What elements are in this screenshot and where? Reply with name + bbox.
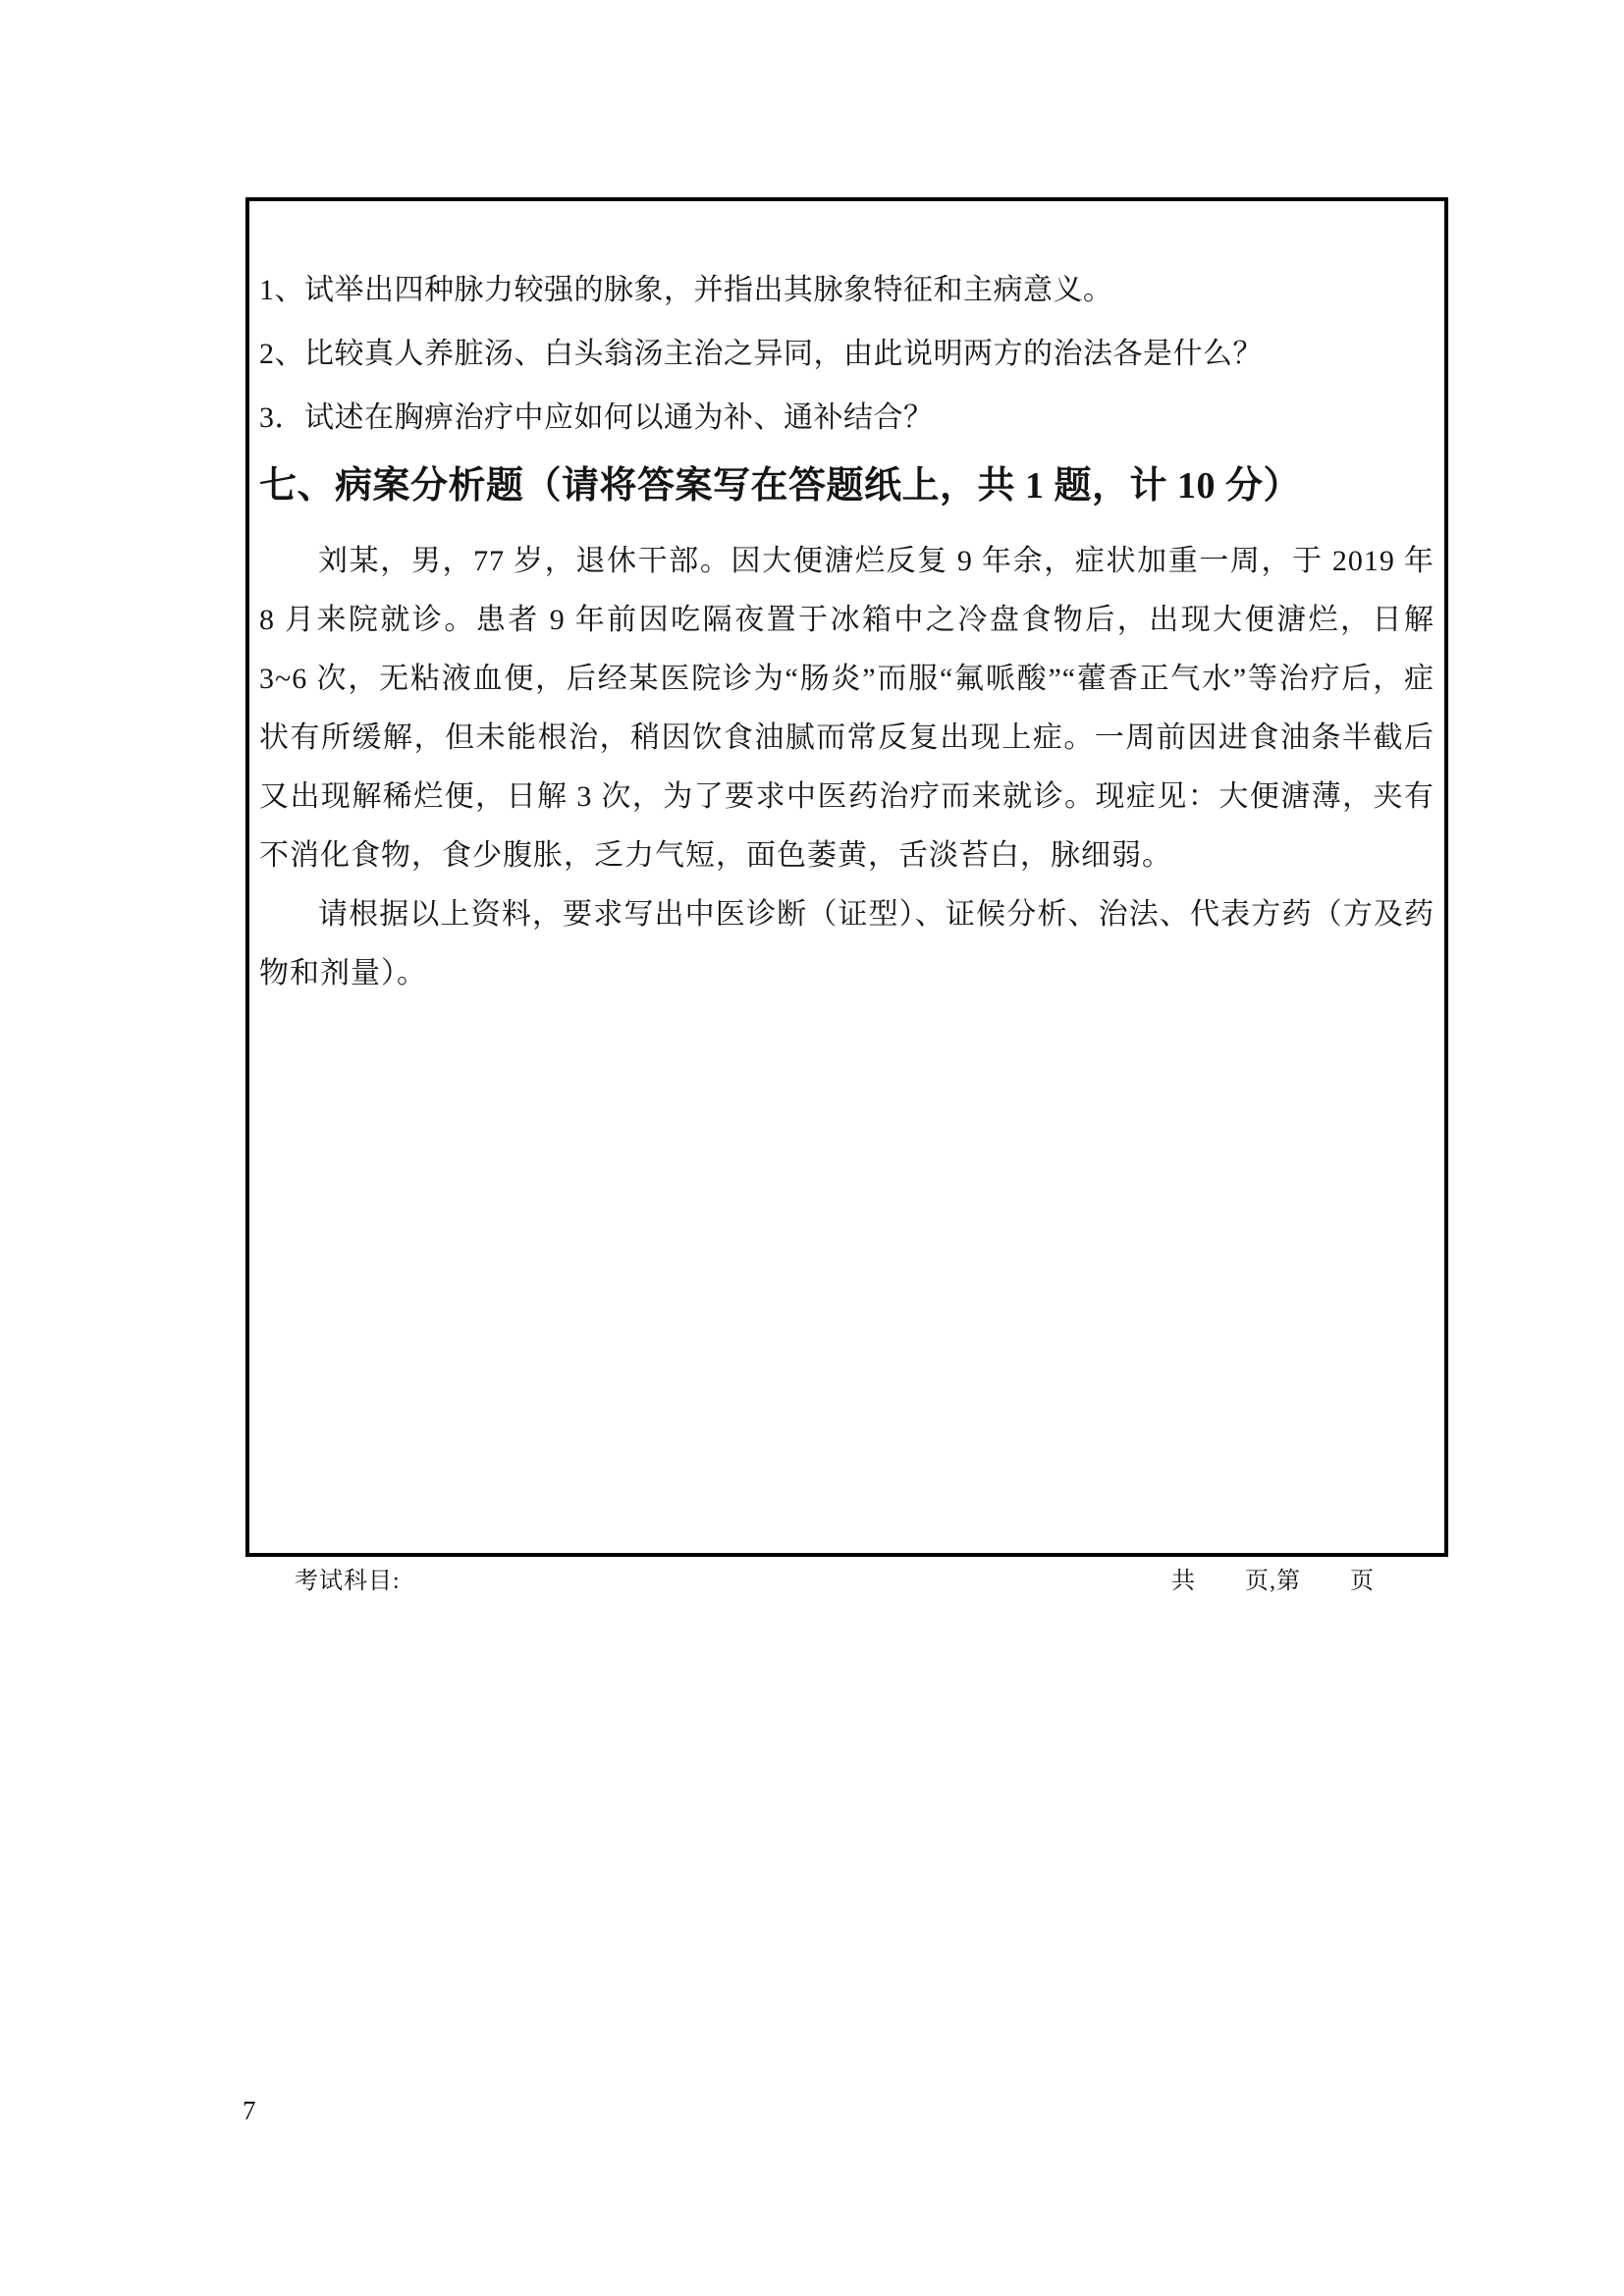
question-item-3: 3．试述在胸痹治疗中应如何以通为补、通补结合？ (259, 401, 934, 434)
task-request-paragraph: 请根据以上资料，要求写出中医诊断（证型）、证候分析、治法、代表方药（方及药物和剂量）。 (259, 898, 1435, 989)
question-item-1: 1、试举出四种脉力较强的脉象，并指出其脉象特征和主病意义。 (259, 274, 1113, 306)
exam-content-box (245, 197, 1448, 1557)
footer-pagination: 共 页,第 页 (1171, 1569, 1375, 1594)
page-number: 7 (243, 2096, 256, 2125)
case-description-paragraph: 刘某，男，77 岁，退休干部。因大便溏烂反复 9 年余，症状加重一周，于 2019 年 8 月来院就诊。患者 9 年前因吃隔夜置于冰箱中之冷盘食物后，出现大便溏烂，日解 3~6 次，无粘液血便，后经某医院诊为“肠炎”而服“氟哌酸”“藿香正气水”等治疗后，症状有所缓解，但未能根治，稍因饮食油腻而常反复出现上症。一周前因进食油条半截后又出现解稀烂便，日解 3 次，为了要求中医药治疗而来就诊。现症见：大便溏薄，夹有不消化食物，食少腹胀，乏力气短，面色萎黄，舌淡苔白，脉细弱。 (259, 545, 1435, 872)
question-item-2: 2、比较真人养脏汤、白头翁汤主治之异同，由此说明两方的治法各是什么？ (259, 338, 1263, 370)
page-footer (245, 1565, 1448, 1598)
footer-subject-label: 考试科目: (295, 1569, 401, 1594)
short-answer-questions (259, 258, 1435, 450)
section-heading: 七、病案分析题（请将答案写在答题纸上，共 1 题，计 10 分） (259, 465, 1302, 507)
